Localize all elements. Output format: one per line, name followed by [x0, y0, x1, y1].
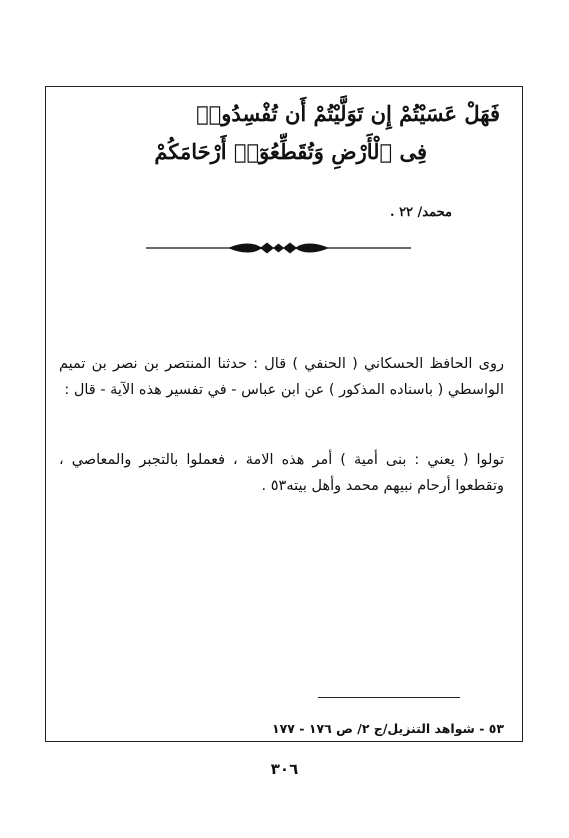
verse-reference: محمد/ ٢٢ . [390, 205, 452, 220]
ornament-divider [146, 240, 411, 256]
footnote-citation: ٥٣ - شواهد التنزيل/ج ٢/ ص ١٧٦ - ١٧٧ [272, 721, 504, 736]
quran-verse-line-1: فَهَلْ عَسَيْتُمْ إِن تَوَلَّيْتُمْ أَن تُفْسِدُوا۟ [196, 101, 500, 126]
page-number: ٣٠٦ [270, 760, 299, 778]
footnote-divider [318, 697, 460, 698]
body-paragraph-tafsir: تولوا ( يعني : بنى أمية ) أمر هذه الامة ، فعملوا بالتجبر والمعاصي ، وتقطعوا أرحام نبيهم محمد وأهل بيته٥٣ . [59, 452, 504, 494]
page-frame [45, 86, 523, 742]
quran-verse-line-2: فِى ٱلْأَرْضِ وَتُقَطِّعُوٓا۟ أَرْحَامَكُمْ [154, 139, 427, 164]
body-paragraph-narration: روى الحافظ الحسكاني ( الحنفي ) قال : حدثنا المنتصر بن نصر بن تميم الواسطي ( باسناده المذكور ) عن ابن عباس - في تفسير هذه الآية - قال : [59, 356, 504, 398]
